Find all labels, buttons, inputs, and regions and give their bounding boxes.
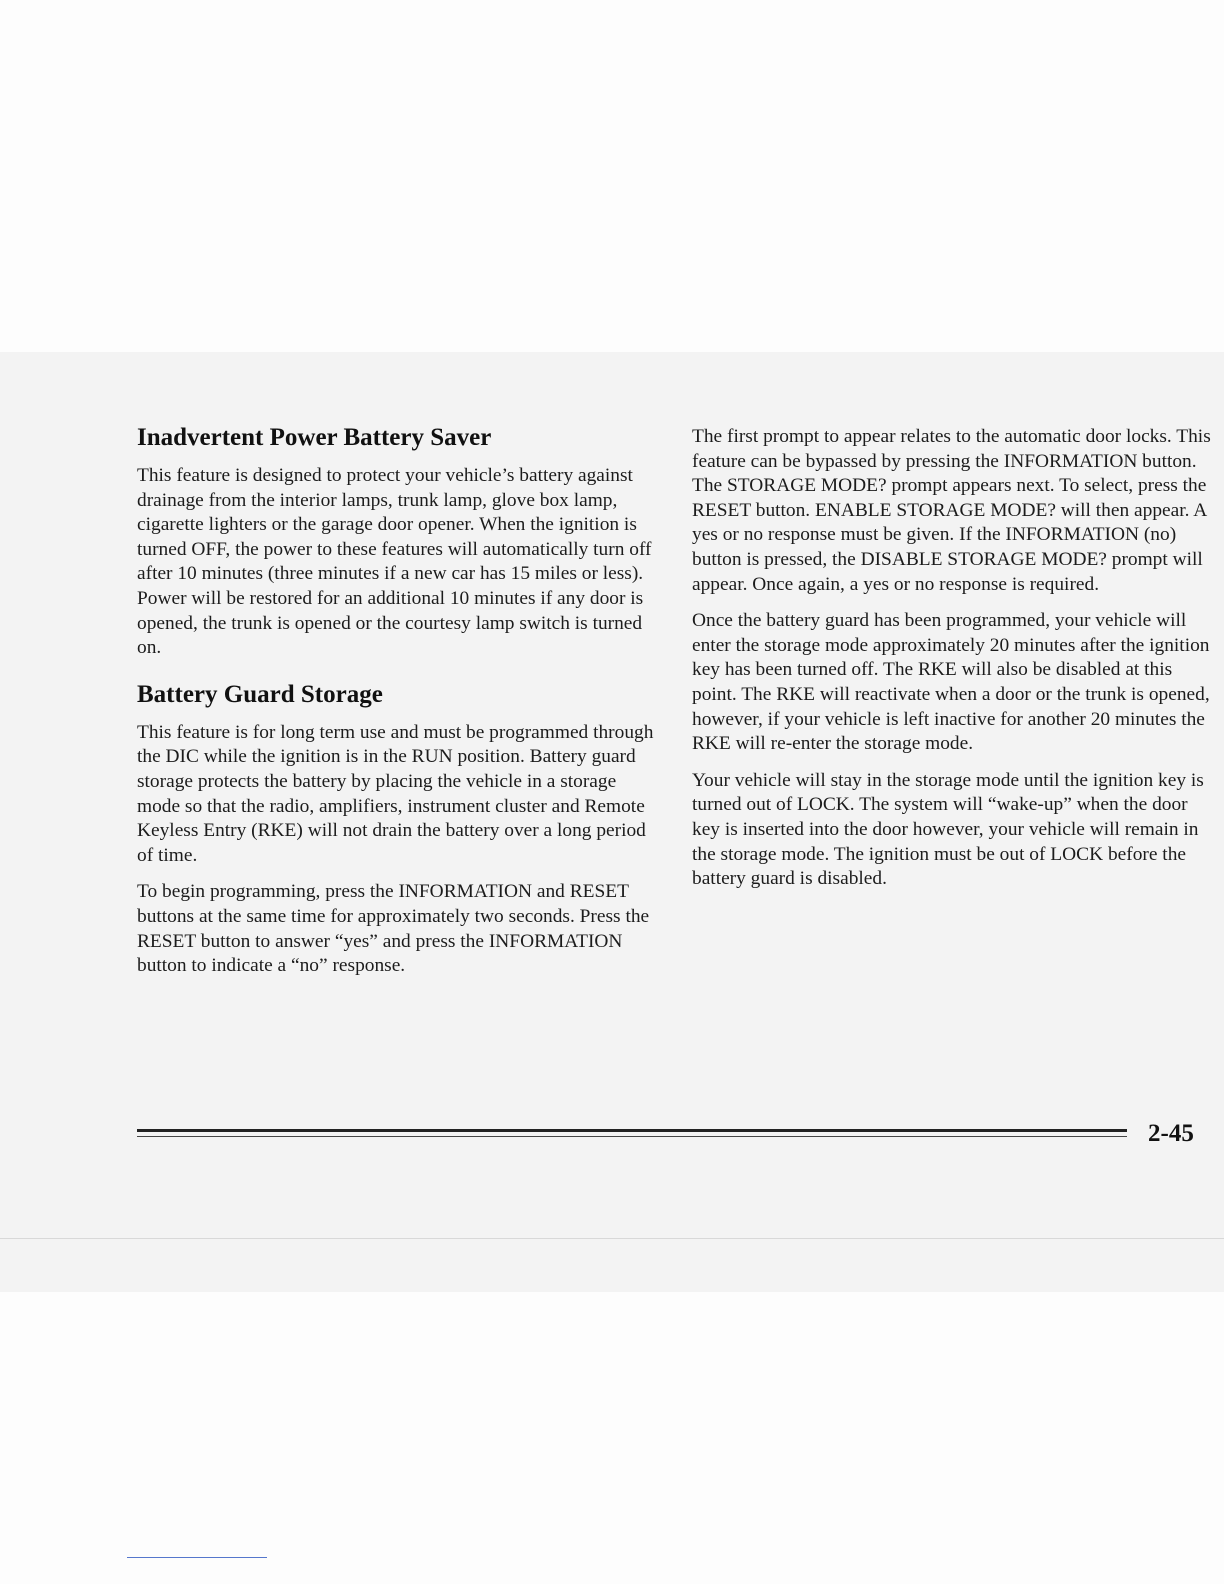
- bottom-link-underline: [127, 1557, 267, 1558]
- scan-edge-line: [0, 1238, 1224, 1239]
- left-column: [137, 422, 659, 991]
- heading-inadvertent-power-battery-saver: Inadvertent Power Battery Saver: [137, 424, 492, 451]
- paragraph-storage-mode-timing: Once the battery guard has been programmed, your vehicle will enter the storage mode approximately 20 minutes after the ignition key has been turned off. The RKE will also be disabled at this point. The RKE will reactivate when a door or the trunk is opened, however, if your vehicle is left inactive for another 20 minutes the RKE will re-enter the storage mode.: [692, 610, 1210, 755]
- footer-rule: [137, 1127, 1127, 1141]
- paragraph-wake-up: Your vehicle will stay in the storage mode until the ignition key is turned out of LOCK. The system will “wake-up” when the door key is inserted into the door however, your vehicle will remain in the storage mode. The ignition must be out of LOCK before the battery guard is disabled.: [692, 769, 1204, 890]
- right-column: [692, 425, 1216, 904]
- page-number: 2-45: [1148, 1120, 1194, 1147]
- footer-rule-thin: [137, 1136, 1127, 1137]
- heading-battery-guard-storage: Battery Guard Storage: [137, 680, 383, 708]
- paragraph-battery-guard-description: This feature is for long term use and must be programmed through the DIC while the ignition is in the RUN position. Battery guard storage protects the battery by placing the vehicle in a storage mode so that the radio, amplifiers, instrument cluster and Remote Keyless Entry (RKE) will not drain the battery over a long period of time.: [137, 721, 654, 866]
- paragraph-first-prompt: The first prompt to appear relates to the automatic door locks. This feature can be bypassed by pressing the INFORMATION button. The STORAGE MODE? prompt appears next. To select, press the RESET button. ENABLE STORAGE MODE? will then appear. A yes or no response must be given. If the INFORMATION (no) button is pressed, the DISABLE STORAGE MODE? prompt will appear. Once again, a yes or no response is required.: [692, 426, 1211, 595]
- paragraph-battery-saver-description: This feature is designed to protect your vehicle’s battery against drainage from the interior lamps, trunk lamp, glove box lamp, cigarette lighters or the garage door opener. When the ignition is turned OFF, the power to these features will automatically turn off after 10 minutes (three minutes if a new car has 15 miles or less). Power will be restored for an additional 10 minutes if any door is opened, the trunk is opened or the courtesy lamp switch is turned on.: [137, 465, 652, 659]
- paragraph-begin-programming: To begin programming, press the INFORMATION and RESET buttons at the same time for approximately two seconds. Press the RESET button to answer “yes” and press the INFORMATION button to indicate a “no” response.: [137, 881, 650, 977]
- footer-rule-thick: [137, 1129, 1127, 1132]
